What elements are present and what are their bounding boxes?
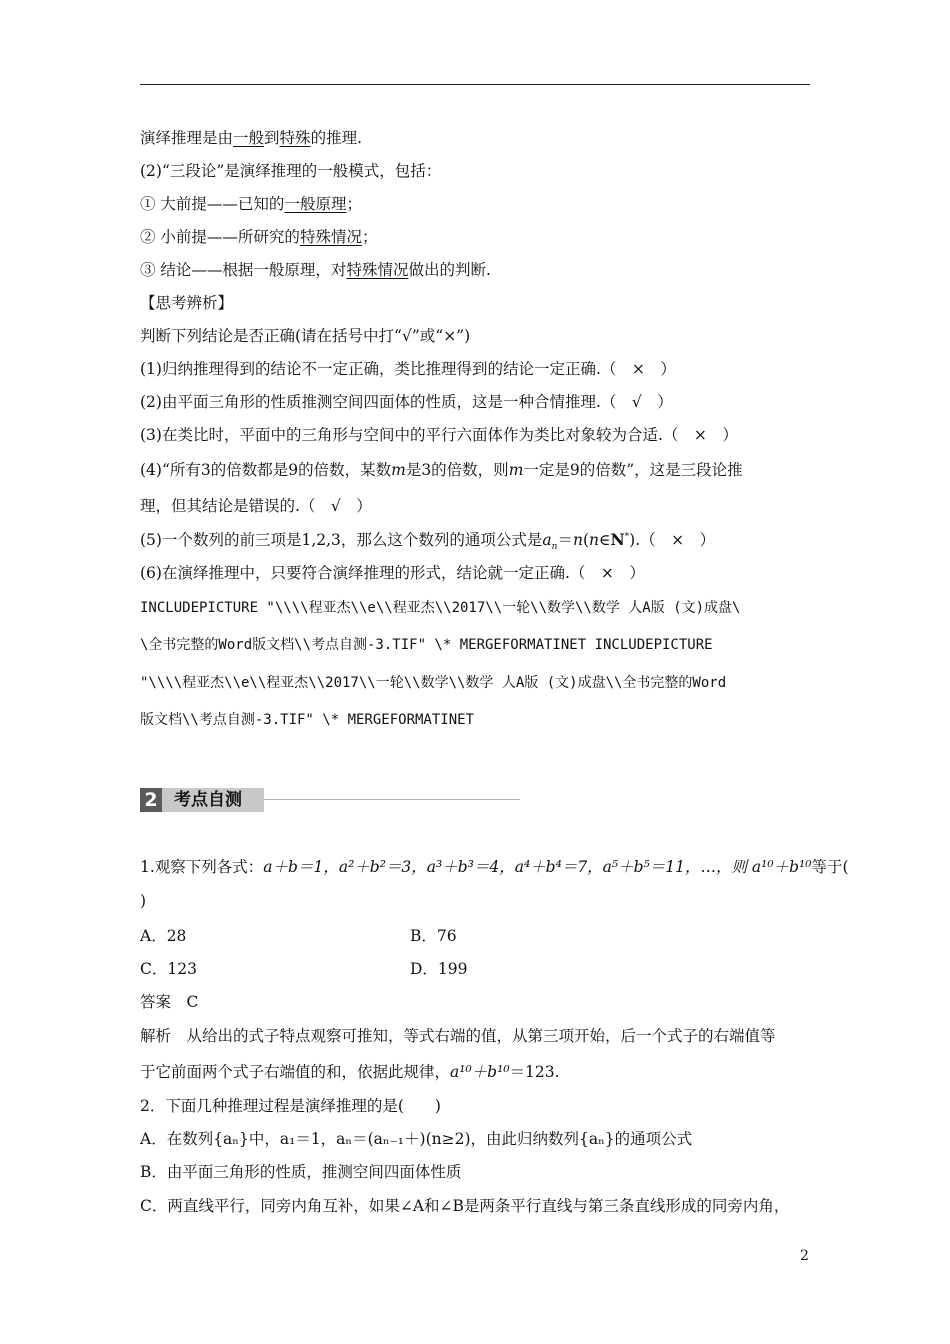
section-header <box>140 788 520 812</box>
statement-2: (2)由平面三角形的性质推测空间四面体的性质，这是一种合情推理.（ √ ） <box>140 393 673 411</box>
field-code-line: \全书完整的Word版文档\\考点自测-3.TIF" \* MERGEFORMATINET INCLUDEPICTURE <box>140 637 713 653</box>
text-line: ② 小前提——所研究的特殊情况； <box>140 228 378 246</box>
field-code-line: 版文档\\考点自测-3.TIF" \* MERGEFORMATINET <box>140 712 475 728</box>
question-2-option-b: B．由平面三角形的性质，推测空间四面体性质 <box>140 1163 462 1181</box>
field-code-line: "\\\\程亚杰\\e\\程亚杰\\2017\\一轮\\数学\\数学 人A版 (文)成盘\\全书完整的Word <box>140 675 727 691</box>
field-code-line: INCLUDEPICTURE "\\\\程亚杰\\e\\程亚杰\\2017\\一轮\\数学\\数学 人A版 (文)成盘\ <box>140 600 741 616</box>
text-line: (2)“三段论”是演绎推理的一般模式，包括： <box>140 162 442 180</box>
statement-5: (5)一个数列的前三项是1,2,3，那么这个数列的通项公式是$a_n=n(n\in N^*)$.（ × ） <box>140 530 716 553</box>
text-line: ③ 结论——根据一般原理，对特殊情况做出的判断. <box>140 261 491 279</box>
analysis-line: 于它前面两个式子右端值的和，依据此规律，a¹⁰＋b¹⁰＝123. <box>140 1063 560 1081</box>
section-title: 考点自测 <box>162 788 264 812</box>
header-rule <box>140 84 810 85</box>
question-1-stem-cont: ) <box>140 892 147 910</box>
option-a: A．28 <box>140 927 187 945</box>
option-c: C．123 <box>140 960 197 978</box>
question-2-option-a: A．在数列{aₙ}中，a₁＝1，aₙ＝(aₙ₋₁＋)(n≥2)，由此归纳数列{aₙ}的通项公式 <box>140 1130 693 1148</box>
statement-4: (4)“所有3的倍数都是9的倍数，某数m是3的倍数，则m一定是9的倍数”，这是三段论推 <box>140 461 743 479</box>
subheading: 【思考辨析】 <box>140 294 234 312</box>
question-1-options-row-2 <box>140 959 560 979</box>
question-1-options-row-1 <box>140 926 560 946</box>
option-b: B．76 <box>410 927 457 945</box>
statement-1: (1)归纳推理得到的结论不一定正确，类比推理得到的结论一定正确.（ × ） <box>140 360 676 378</box>
question-2-option-c: C．两直线平行，同旁内角互补，如果∠A和∠B是两条平行直线与第三条直线形成的同旁内角， <box>140 1197 790 1215</box>
analysis-line: 解析 从给出的式子特点观察可推知，等式右端的值，从第三项开始，后一个式子的右端值等 <box>140 1027 776 1045</box>
text-line: ① 大前提——已知的一般原理； <box>140 195 362 213</box>
statement-3: (3)在类比时，平面中的三角形与空间中的平行六面体作为类比对象较为合适.（ × ） <box>140 426 738 444</box>
text-line: 判断下列结论是否正确(请在括号中打“√”或“×”) <box>140 327 471 345</box>
text-line: 演绎推理是由一般到特殊的推理. <box>140 129 362 147</box>
statement-6: (6)在演绎推理中，只要符合演绎推理的形式，结论就一定正确.（ × ） <box>140 564 645 582</box>
answer-line: 答案 C <box>140 993 199 1011</box>
section-number: 2 <box>140 788 162 812</box>
question-1-stem: 1.观察下列各式：a＋b＝1，a²＋b²＝3，a³＋b³＝4，a⁴＋b⁴＝7，a⁵＋b⁵＝11，…，则 a¹⁰＋b¹⁰等于( <box>140 858 849 876</box>
question-2-stem: 2．下面几种推理过程是演绎推理的是( ) <box>140 1097 441 1115</box>
page-number: 2 <box>800 1248 809 1264</box>
option-d: D．199 <box>410 960 468 978</box>
section-rule <box>264 799 520 800</box>
statement-4-cont: 理，但其结论是错误的.（ √ ） <box>140 497 372 515</box>
